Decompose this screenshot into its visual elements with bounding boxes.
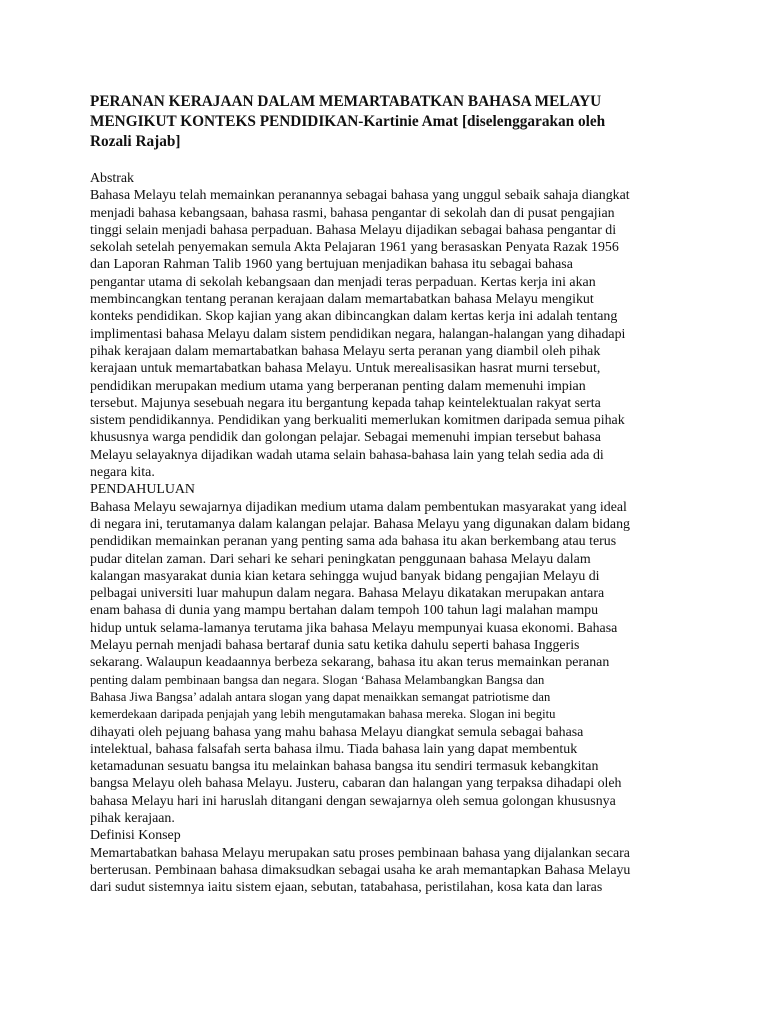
document-title [90,92,670,152]
text-line: negara kita. [90,465,155,481]
text-line: bangsa Melayu oleh bahasa Melayu. Justeru, cabaran dan halangan yang terpaksa dihadapi oleh [90,776,622,792]
text-line: ketamadunan sesuatu bangsa itu melainkan bahasa bangsa itu sendiri termasuk kebangkitan [90,759,599,775]
paragraph-abstrak [90,187,670,481]
text-line: dan Laporan Rahman Talib 1960 yang bertujuan menjadikan bahasa itu sebagai bahasa [90,257,573,273]
text-line: konteks pendidikan. Skop kajian yang akan dibincangkan dalam kertas kerja ini adalah tentang [90,309,618,325]
text-line: membincangkan tentang peranan kerajaan dalam memartabatkan bahasa Melayu mengikut [90,292,594,308]
text-line: pendidikan merupakan medium utama yang berperanan penting dalam memenuhi impian [90,378,586,394]
text-line: Memartabatkan bahasa Melayu merupakan satu proses pembinaan bahasa yang dijalankan secara [90,845,630,861]
text-line: tersebut. Majunya sesebuah negara itu bergantung kepada tahap keintelektualan rakyat serta [90,395,601,411]
section-heading-pendahuluan: PENDAHULUAN [90,482,195,498]
title-line: Rozali Rajab] [90,133,181,150]
text-line: sistem pendidikannya. Pendidikan yang berkualiti memerlukan komitmen daripada semua pihak [90,413,625,429]
document-page [90,92,670,896]
text-line: hidup untuk selama-lamanya terutama jika bahasa Melayu mempunyai kuasa ekonomi. Bahasa [90,620,618,636]
text-line: Melayu pernah menjadi bahasa bertaraf dunia satu ketika dahulu seperti bahasa Inggeris [90,638,580,654]
text-line: intelektual, bahasa falsafah serta bahasa ilmu. Tiada bahasa lain yang dapat membentuk [90,741,578,757]
text-line: Bahasa Jiwa Bangsa’ adalah antara slogan yang dapat menaikkan semangat patriotisme dan [90,689,551,704]
text-line: dari sudut sistemnya iaitu sistem ejaan, sebutan, tatabahasa, peristilahan, kosa kata dan laras [90,880,603,896]
text-line: pengantar utama di sekolah kebangsaan dan menjadi teras perpaduan. Kertas kerja ini akan [90,274,596,290]
text-line: dihayati oleh pejuang bahasa yang mahu bahasa Melayu diangkat semula sebagai bahasa [90,724,584,740]
text-line: berterusan. Pembinaan bahasa dimaksudkan sebagai usaha ke arah memantapkan Bahasa Melayu [90,862,631,878]
text-line: pelbagai universiti luar mahupun dalam negara. Bahasa Melayu dikatakan merupakan antara [90,586,605,602]
text-line: kemerdekaan daripada penjajah yang lebih mengutamakan bahasa mereka. Slogan ini begitu [90,707,556,722]
text-line: pihak kerajaan. [90,810,175,826]
text-line: Melayu selayaknya dijadikan wadah utama selain bahasa-bahasa lain yang telah sedia ada di [90,447,604,463]
paragraph-pendahuluan [90,499,670,828]
title-line: MENGIKUT KONTEKS PENDIDIKAN-Kartinie Amat [diselenggarakan oleh [90,113,606,130]
text-line: sekolah setelah penyemakan semula Akta Pelajaran 1961 yang berasaskan Penyata Razak 1956 [90,240,619,256]
text-line: sekarang. Walaupun keadaannya berbeza sekarang, bahasa itu akan terus memainkan peranan [90,655,610,671]
text-line: implimentasi bahasa Melayu dalam sistem pendidikan negara, halangan-halangan yang dihadapi [90,326,626,342]
text-line: enam bahasa di dunia yang mampu bertahan dalam tempoh 100 tahun lagi malahan mampu [90,603,599,619]
text-line: kerajaan untuk memartabatkan bahasa Melayu. Untuk merealisasikan hasrat murni tersebut, [90,361,601,377]
text-line: bahasa Melayu hari ini haruslah ditangani dengan sewajarnya oleh semua golongan khususnya [90,793,616,809]
section-heading-abstrak: Abstrak [90,171,134,186]
text-line: pendidikan memainkan peranan yang penting sama ada bahasa itu akan berkembang atau terus [90,534,617,550]
text-line: Bahasa Melayu sewajarnya dijadikan medium utama dalam pembentukan masyarakat yang ideal [90,499,627,515]
text-line: pihak kerajaan dalam memartabatkan bahasa Melayu serta peranan yang diambil oleh pihak [90,343,601,359]
text-line: pudar ditelan zaman. Dari sehari ke sehari peningkatan penggunaan bahasa Melayu dalam [90,551,591,567]
text-line: khususnya warga pendidik dan golongan pelajar. Sebagai memenuhi impian tersebut bahasa [90,430,601,446]
paragraph-definisi-konsep [90,845,670,897]
text-line: penting dalam pembinaan bangsa dan negara. Slogan ‘Bahasa Melambangkan Bangsa dan [90,672,545,687]
text-line: menjadi bahasa kebangsaan, bahasa rasmi, bahasa pengantar di sekolah dan di pusat pengajian [90,205,615,221]
text-line: kalangan masyarakat dunia kian ketara sehingga wujud banyak bidang pengajian Melayu di [90,568,600,584]
title-line: PERANAN KERAJAAN DALAM MEMARTABATKAN BAHASA MELAYU [90,93,602,110]
section-heading-definisi-konsep: Definisi Konsep [90,828,181,844]
text-line: Bahasa Melayu telah memainkan peranannya sebagai bahasa yang unggul sebaik sahaja diangkat [90,188,630,204]
text-line: tinggi selain menjadi bahasa perpaduan. Bahasa Melayu dijadikan sebagai bahasa pengantar di [90,222,617,238]
text-line: di negara ini, terutamanya dalam kalangan pelajar. Bahasa Melayu yang digunakan dalam bidang [90,516,630,532]
